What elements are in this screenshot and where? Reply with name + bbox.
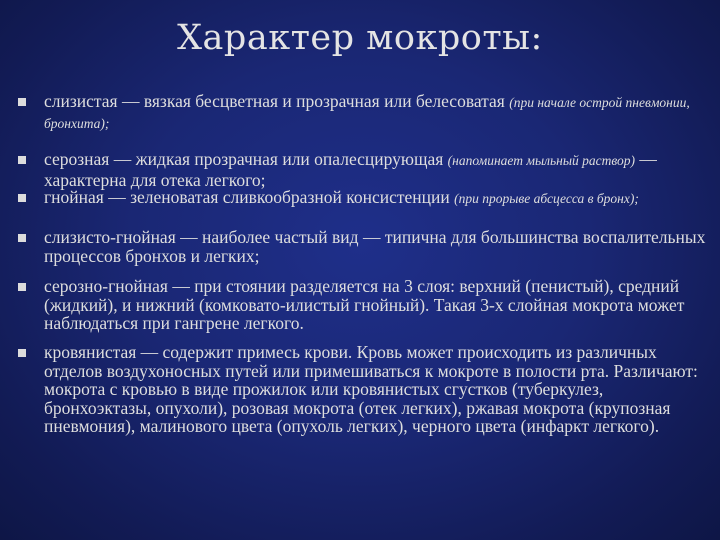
- list-item-text: серозная — жидкая прозрачная или опалесцирующая (напоминает мыльный раствор) — характерна для отека легкого;: [44, 149, 657, 190]
- list-item-text: слизистая — вязкая бесцветная и прозрачная или белесоватая (при начале острой пневмонии, бронхита);: [44, 91, 690, 131]
- square-bullet-icon: [18, 283, 26, 291]
- bullet-list: [14, 92, 710, 473]
- square-bullet-icon: [18, 349, 26, 357]
- square-bullet-icon: [18, 156, 26, 164]
- list-item-text: кровянистая — содержит примесь крови. Кровь может происходить из различных отделов воздухоносных путей или примешиваться к мокроте в полости рта. Различают: мокрота с кровью в виде прожилок или кровянистых сгустков (туберкулез, бронхоэктазы, опухоли), розовая мокрота (отек легких), ржавая мокрота (крупозная пневмония), малинового цвета (опухоль легких), черного цвета (инфаркт легкого).: [44, 342, 698, 436]
- list-item: [14, 92, 710, 150]
- list-item: [14, 343, 710, 473]
- list-item: [14, 150, 710, 188]
- list-item: [14, 188, 710, 228]
- list-item: [14, 277, 710, 343]
- list-item-text: гнойная — зеленоватая сливкообразной консистенции (при прорыве абсцесса в бронх);: [44, 187, 639, 207]
- square-bullet-icon: [18, 234, 26, 242]
- slide-title: Характер мокроты:: [177, 18, 543, 58]
- list-item-text: серозно-гнойная — при стоянии разделяется на 3 слоя: верхний (пенистый), средний (жидкий), и нижний (комковато-илистый гнойный). Такая 3-х слойная мокрота может наблюдаться при гангрене легкого.: [44, 276, 685, 333]
- list-item: [14, 228, 710, 277]
- square-bullet-icon: [18, 194, 26, 202]
- square-bullet-icon: [18, 98, 26, 106]
- list-item-text: слизисто-гнойная — наиболее частый вид — типична для большинства воспалительных процессов бронхов и легких;: [44, 227, 706, 266]
